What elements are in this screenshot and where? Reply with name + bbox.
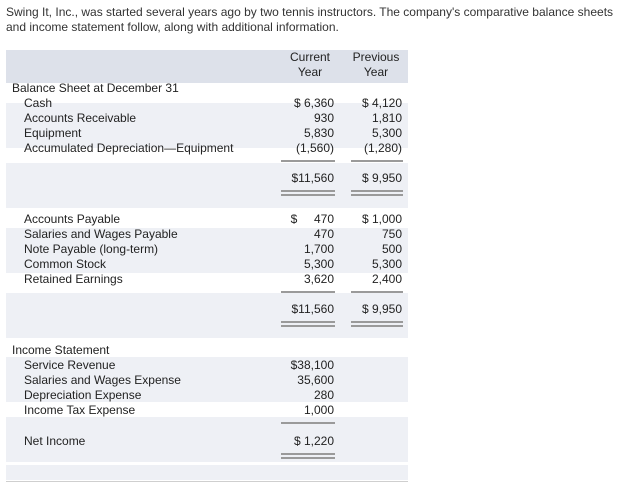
assets-total-current: $11,560 [291, 171, 334, 185]
header-previous-year: Previous Year [352, 50, 400, 79]
double-underline [351, 190, 403, 192]
value-current: 280 [313, 388, 334, 402]
value-current: 5,830 [303, 126, 334, 140]
row-label: Salaries and Wages Payable [24, 227, 178, 241]
value-previous: (1,280) [363, 141, 402, 155]
row-label: Retained Earnings [24, 272, 123, 286]
underline [351, 291, 403, 293]
value-previous: $ 1,000 [361, 212, 402, 226]
value-current: $ 6,360 [293, 96, 334, 110]
income-statement-title: Income Statement [12, 343, 110, 357]
row-label: Cash [24, 96, 53, 110]
financial-statements-table [6, 50, 408, 483]
double-underline [281, 453, 335, 455]
row-label: Service Revenue [24, 358, 116, 372]
value-current: 35,600 [297, 373, 334, 387]
value-current: 1,000 [303, 403, 334, 417]
liabilities-total-previous: $ 9,950 [361, 302, 402, 316]
underline [281, 291, 335, 293]
value-current: $ 470 [290, 212, 334, 226]
liabilities-total-current: $11,560 [291, 302, 334, 316]
value-current: 470 [313, 227, 334, 241]
assets-total-previous: $ 9,950 [361, 171, 402, 185]
double-underline [351, 321, 403, 323]
underline [281, 422, 335, 424]
row-label: Depreciation Expense [24, 388, 142, 402]
value-current: 5,300 [303, 257, 334, 271]
row-label: Note Payable (long-term) [24, 242, 159, 256]
value-previous: 5,300 [371, 126, 402, 140]
value-previous: 750 [381, 227, 402, 241]
row-label: Equipment [24, 126, 82, 140]
net-income-label: Net Income [24, 434, 86, 448]
underline [281, 160, 335, 162]
row-label: Income Tax Expense [24, 403, 136, 417]
value-current: (1,560) [295, 141, 334, 155]
value-previous: 2,400 [371, 272, 402, 286]
table-bottom-border [6, 481, 408, 482]
underline [351, 160, 403, 162]
row-label: Accumulated Depreciation—Equipment [24, 141, 234, 155]
header-current-year: Current Year [289, 50, 330, 79]
row-label: Accounts Receivable [24, 111, 137, 125]
value-current: 930 [313, 111, 334, 125]
double-underline [281, 190, 335, 192]
row-label: Common Stock [24, 257, 107, 271]
net-income-value: $ 1,220 [293, 434, 334, 448]
double-underline [281, 321, 335, 323]
value-previous: $ 4,120 [361, 96, 402, 110]
intro-text: Swing It, Inc., was started several years ago by two tennis instructors. The company's comparative balance sheets and income statement follow, along with additional information. [6, 5, 614, 34]
value-previous: 500 [381, 242, 402, 256]
row-label: Accounts Payable [24, 212, 121, 226]
balance-sheet-title: Balance Sheet at December 31 [12, 81, 179, 95]
row-label: Salaries and Wages Expense [24, 373, 181, 387]
value-current: 3,620 [303, 272, 334, 286]
value-previous: 5,300 [371, 257, 402, 271]
value-current: $38,100 [290, 358, 334, 372]
value-current: 1,700 [303, 242, 334, 256]
value-previous: 1,810 [371, 111, 402, 125]
